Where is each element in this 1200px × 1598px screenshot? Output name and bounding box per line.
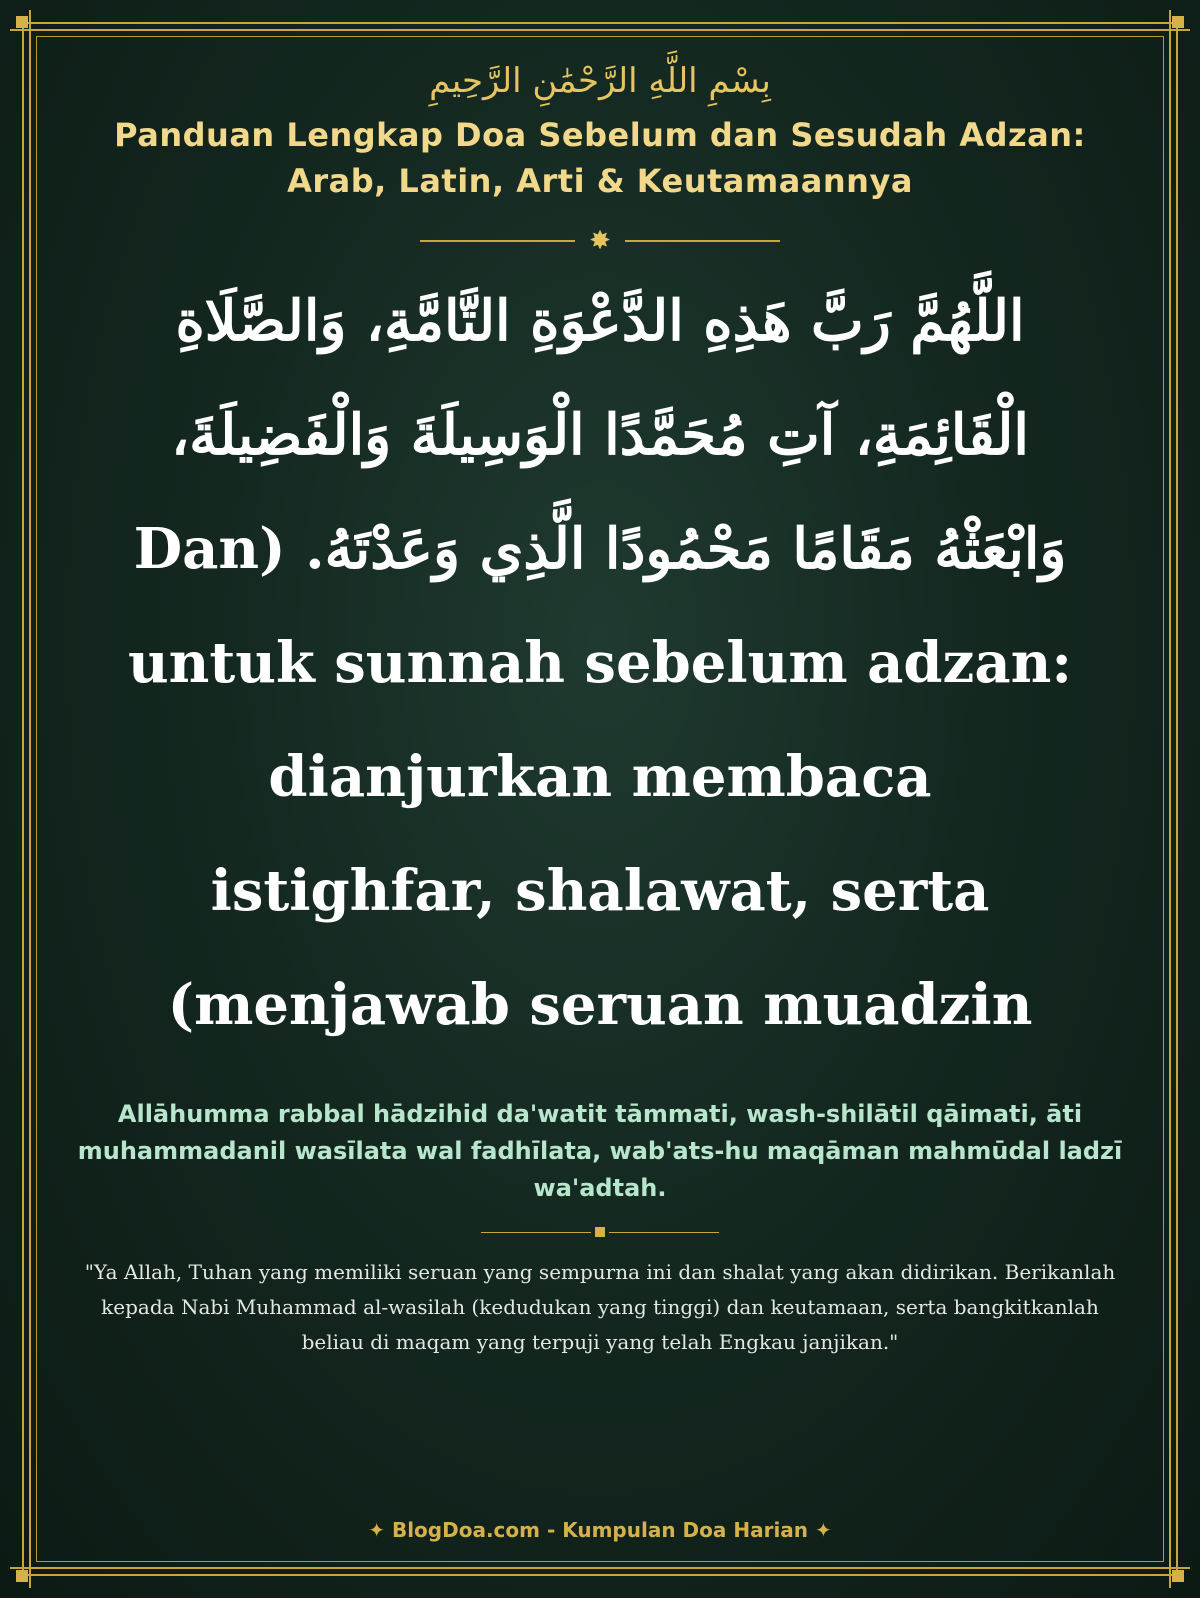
main-content — [60, 50, 1140, 1360]
footer-credit: ✦ BlogDoa.com - Kumpulan Doa Harian ✦ — [368, 1518, 832, 1542]
page-title — [60, 112, 1140, 204]
arabic-prayer-text: اللَّهُمَّ رَبَّ هَذِهِ الدَّعْوَةِ التَّامَّةِ، وَالصَّلَاةِ الْقَائِمَةِ، آتِ مُحَمَّدًا الْوَسِيلَةَ وَالْفَضِيلَةَ، وَابْعَثْهُ مَقَامًا مَحْمُودًا الَّذِي وَعَدْتَهُ. (Dan untuk sunnah sebelum adzan: dianjurkan membaca istighfar, shalawat, serta menjawab seruan muadzin) — [127, 288, 1073, 1038]
corner-ornament-icon — [1172, 1570, 1184, 1582]
divider-line — [625, 240, 780, 242]
divider-line — [609, 1232, 719, 1233]
title-line-1: Panduan Lengkap Doa Sebelum dan Sesudah Adzan: — [114, 116, 1086, 154]
small-divider — [60, 1227, 1140, 1237]
corner-ornament-icon — [16, 1570, 28, 1582]
star-ornament-icon: ✸ — [589, 226, 611, 256]
corner-ornament-icon — [1172, 16, 1184, 28]
divider-line — [420, 240, 575, 242]
divider-line — [481, 1232, 591, 1233]
diamond-ornament-icon — [595, 1227, 605, 1237]
ornament-divider — [60, 228, 1140, 254]
translation-text: "Ya Allah, Tuhan yang memiliki seruan yang sempurna ini dan shalat yang akan didirikan. Berikanlah kepada Nabi Muhammad al-wasilah (kedudukan yang tinggi) dan keutamaan, serta bangkitkanlah beliau di maqam yang terpuji yang telah Engkau janjikan." — [84, 1260, 1116, 1354]
corner-ornament-icon — [16, 16, 28, 28]
bismillah-heading: بِسْمِ اللَّهِ الرَّحْمَٰنِ الرَّحِيمِ — [429, 61, 771, 101]
title-line-2: Arab, Latin, Arti & Keutamaannya — [287, 162, 913, 200]
latin-transliteration: Allāhumma rabbal hādzihid da'watit tāmmati, wash-shilātil qāimati, āti muhammadanil wasīlata wal fadhīlata, wab'ats-hu maqāman mahmūdal ladzī wa'adtah. — [77, 1100, 1123, 1202]
